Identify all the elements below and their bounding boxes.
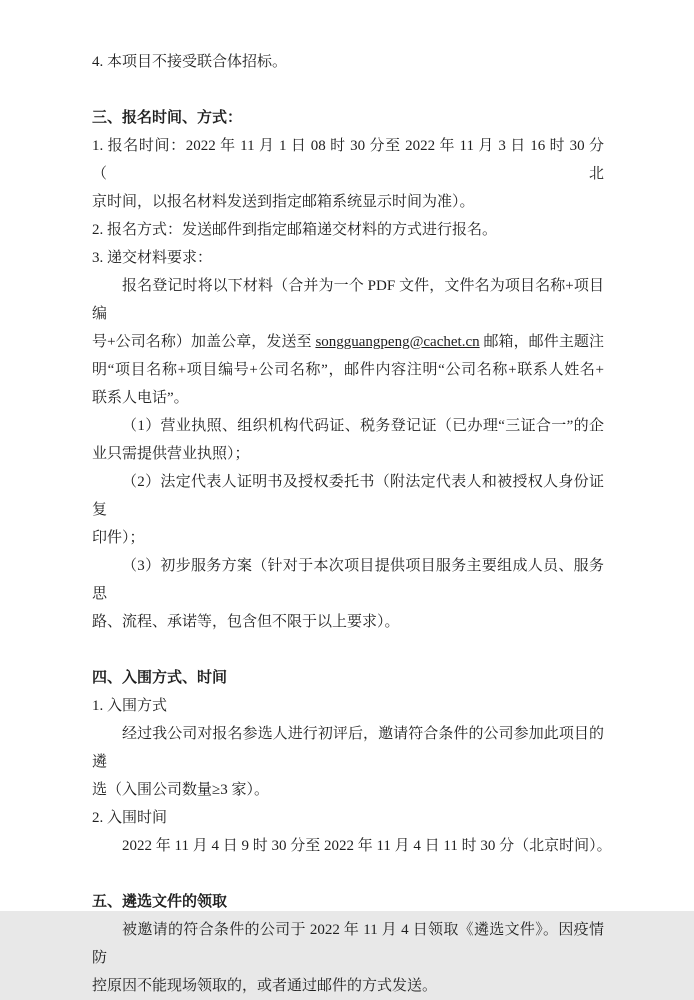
text-line: 1. 入围方式: [92, 698, 168, 714]
text-line: 明“项目名称+项目编号+公司名称”，邮件内容注明“公司名称+联系人姓名+: [92, 362, 604, 378]
text-line: 控原因不能现场领取的，或者通过邮件的方式发送。: [92, 978, 438, 994]
text-line: 经过我公司对报名参选人进行初评后，邀请符合条件的公司参加此项目的遴: [92, 726, 604, 770]
email-address: songguangpeng@cachet.cn: [315, 334, 480, 350]
text-line: 4. 本项目不接受联合体招标。: [92, 54, 288, 70]
text-line: 联系人电话”。: [92, 390, 189, 406]
section-heading-4: 四、入围方式、时间: [92, 670, 228, 686]
text-line: 京时间，以报名材料发送到指定邮箱系统显示时间为准）。: [92, 194, 475, 210]
text-line: （2）法定代表人证明书及授权委托书（附法定代表人和被授权人身份证复: [92, 474, 604, 518]
text-line-with-email: [92, 328, 604, 356]
text-line: （3）初步服务方案（针对于本次项目提供项目服务主要组成人员、服务思: [92, 558, 604, 602]
text-line: （1）营业执照、组织机构代码证、税务登记证（已办理“三证合一”的企: [122, 418, 604, 434]
text-line: 报名登记时将以下材料（合并为一个 PDF 文件，文件名为项目名称+项目编: [92, 278, 604, 322]
text-line: 1. 报名时间：2022 年 11 月 1 日 08 时 30 分至 2022 年 11 月 3 日 16 时 30 分（北: [92, 138, 604, 182]
text-line: 2. 入围时间: [92, 810, 168, 826]
text-line: 被邀请的符合条件的公司于 2022 年 11 月 4 日领取《遴选文件》。因疫情防: [92, 922, 604, 966]
section-heading-5: 五、遴选文件的领取: [92, 894, 228, 910]
text-segment: 邮箱，邮件主题注: [479, 334, 604, 350]
text-segment: 号+公司名称）加盖公章，发送至: [92, 334, 316, 350]
text-line: 路、流程、承诺等，包含但不限于以上要求）。: [92, 614, 400, 630]
text-line: 业只需提供营业执照）；: [92, 446, 250, 462]
section-heading-3: 三、报名时间、方式：: [92, 110, 243, 126]
document-content: [92, 48, 612, 1000]
text-line: 2022 年 11 月 4 日 9 时 30 分至 2022 年 11 月 4 日 11 时 30 分（北京时间）。: [122, 838, 612, 854]
text-line: 印件）；: [92, 530, 145, 546]
text-line: 2. 报名方式：发送邮件到指定邮箱递交材料的方式进行报名。: [92, 222, 498, 238]
text-line: 3. 递交材料要求：: [92, 250, 213, 266]
text-line: 选（入围公司数量≥3 家）。: [92, 782, 269, 798]
